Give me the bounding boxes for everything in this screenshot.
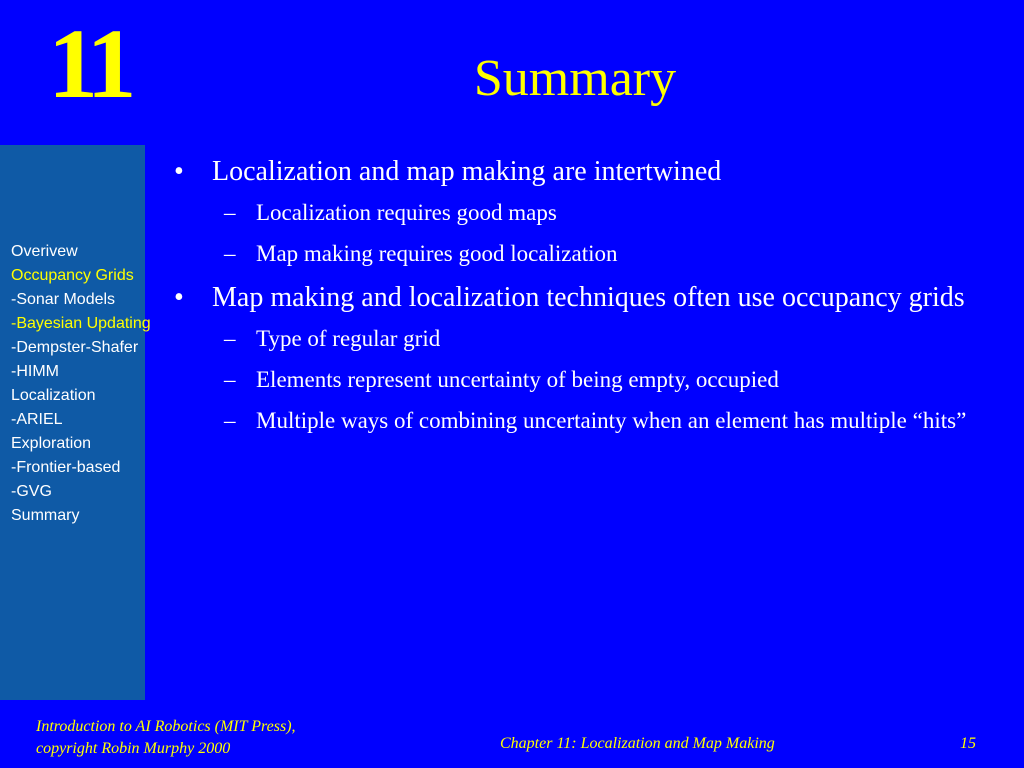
sidebar-item-dempster-shafer: -Dempster-Shafer — [11, 339, 139, 356]
sidebar-item-bayesian-updating: -Bayesian Updating — [11, 315, 151, 332]
sub-bullet-item — [224, 237, 992, 270]
dash-mark: – — [224, 367, 236, 392]
sub-bullet-text: Multiple ways of combining uncertainty when an element has multiple “hits” — [256, 408, 967, 433]
bullet-item — [172, 278, 992, 318]
sidebar-item-exploration: Exploration — [11, 435, 92, 452]
sub-bullet-item — [224, 404, 992, 437]
slide-content — [172, 152, 992, 445]
sub-bullet-item — [224, 363, 992, 396]
bullet-mark: • — [174, 156, 184, 187]
dash-mark: – — [224, 326, 236, 351]
dash-mark: – — [224, 200, 236, 225]
bullet-text: Map making and localization techniques often use occupancy grids — [212, 282, 965, 313]
dash-mark: – — [224, 408, 236, 433]
slide-title: Summary — [473, 50, 677, 107]
sub-bullet-item — [224, 196, 992, 229]
sidebar-outline — [11, 240, 151, 528]
sidebar-item-frontier-based: -Frontier-based — [11, 459, 121, 476]
sidebar-item-localization: Localization — [11, 387, 96, 404]
footer-copyright-line1: Introduction to AI Robotics (MIT Press), — [36, 718, 296, 735]
bullet-mark: • — [174, 282, 184, 313]
page-number: 15 — [960, 735, 976, 752]
footer-copyright-line2: copyright Robin Murphy 2000 — [36, 740, 231, 757]
footer-chapter-title: Chapter 11: Localization and Map Making — [500, 735, 775, 752]
bullet-text: Localization and map making are intertwined — [212, 156, 722, 187]
sub-bullet-text: Localization requires good maps — [256, 200, 557, 225]
footer-copyright — [36, 716, 296, 760]
sidebar-item-summary: Summary — [11, 507, 80, 524]
sidebar-item-ariel: -ARIEL — [11, 411, 63, 428]
sub-bullet-text: Type of regular grid — [256, 326, 441, 351]
sub-bullet-text: Elements represent uncertainty of being empty, occupied — [256, 367, 779, 392]
dash-mark: – — [224, 241, 236, 266]
chapter-number: 11 — [48, 8, 131, 119]
sidebar-item-himm: -HIMM — [11, 363, 59, 380]
sidebar-item-sonar-models: -Sonar Models — [11, 291, 116, 308]
bullet-item — [172, 152, 992, 192]
sidebar-item-gvg: -GVG — [11, 483, 52, 500]
sidebar-item-occupancy-grids: Occupancy Grids — [11, 267, 134, 284]
sidebar-item-overview: Overivew — [11, 243, 78, 260]
sub-bullet-text: Map making requires good localization — [256, 241, 618, 266]
sub-bullet-item — [224, 322, 992, 355]
sidebar — [0, 145, 151, 700]
